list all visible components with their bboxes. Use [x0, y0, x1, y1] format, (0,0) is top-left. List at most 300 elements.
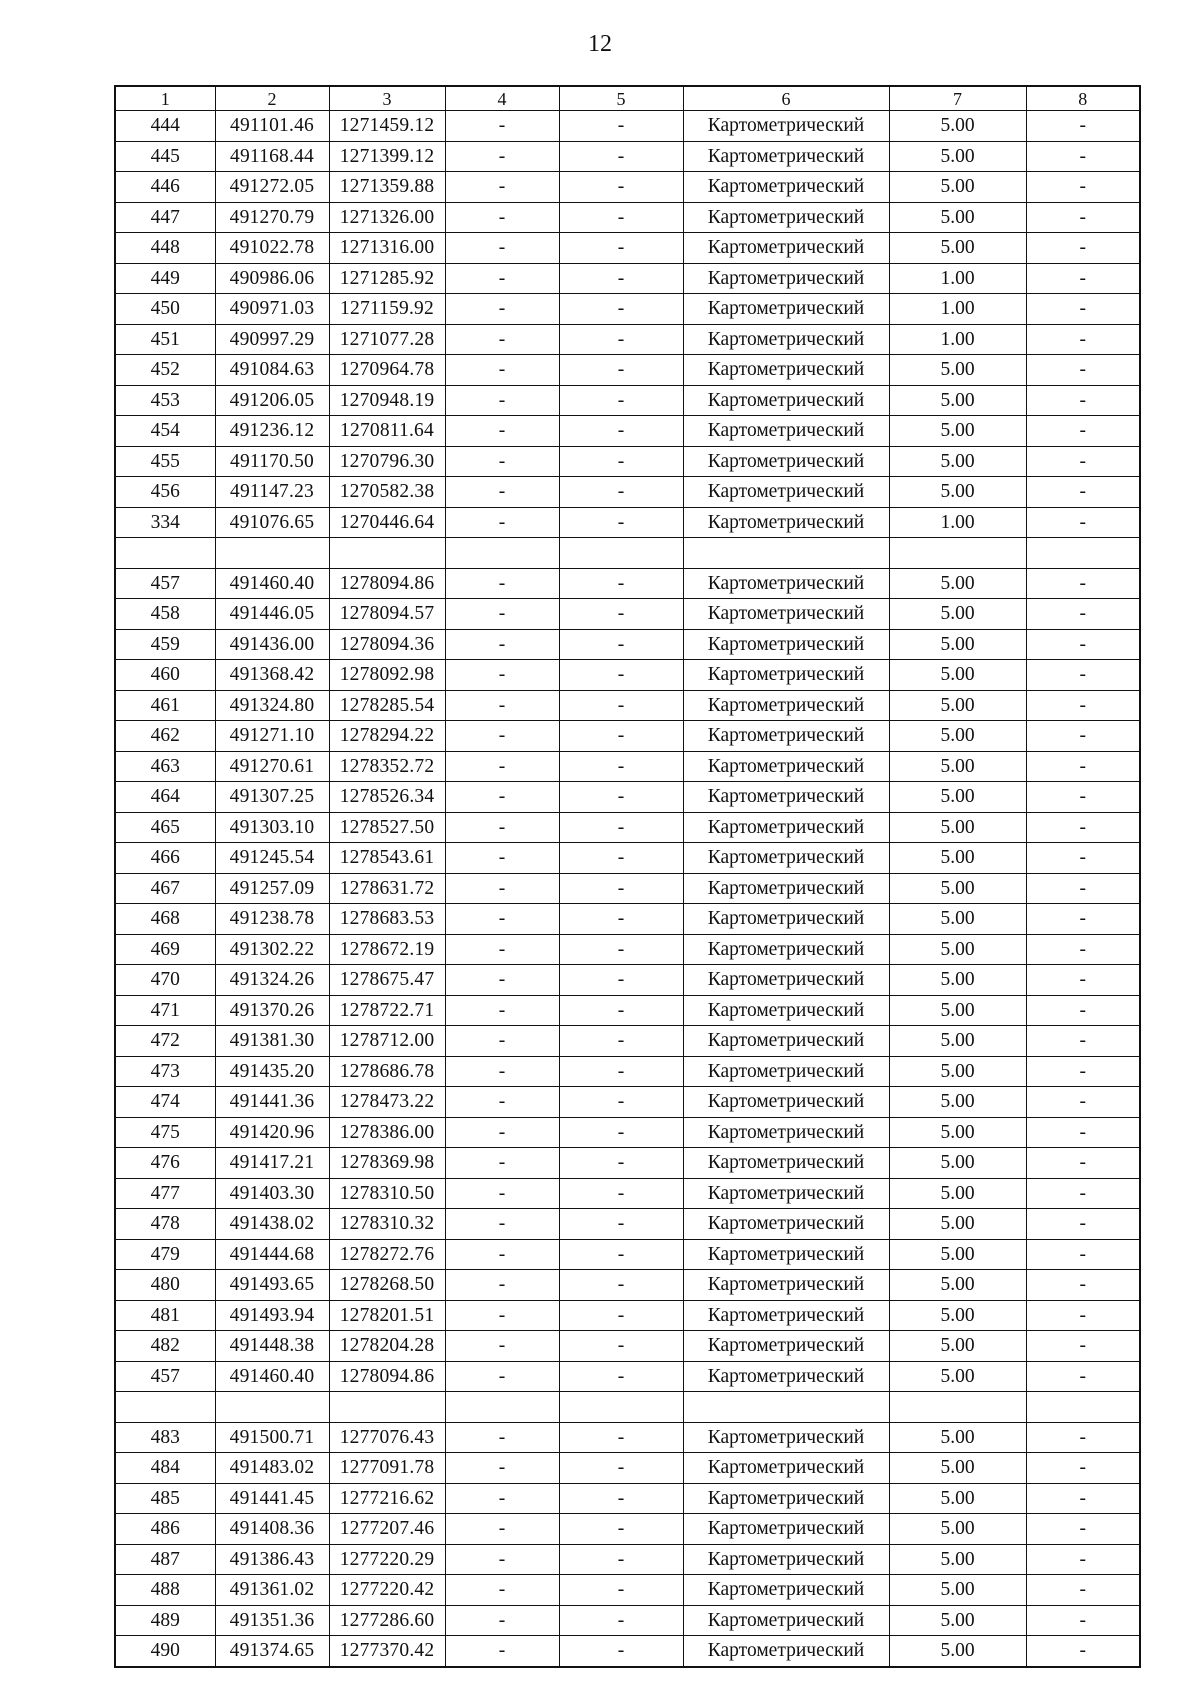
table-cell-col-5: -	[559, 843, 683, 874]
table-cell-col-3: 1271459.12	[329, 111, 445, 142]
table-cell-col-7: 5.00	[889, 690, 1026, 721]
table-cell-col-7: 5.00	[889, 660, 1026, 691]
table-cell-col-8: -	[1026, 477, 1140, 508]
table-row	[115, 1056, 1140, 1087]
table-cell-col-2: 491500.71	[215, 1422, 329, 1453]
table-cell-col-2: 491303.10	[215, 812, 329, 843]
table-row	[115, 1087, 1140, 1118]
table-cell-col-4: -	[445, 629, 559, 660]
table-cell-col-5: -	[559, 172, 683, 203]
table-cell-col-1: 457	[115, 568, 215, 599]
table-cell-col-5: -	[559, 111, 683, 142]
table-cell-col-7: 5.00	[889, 1056, 1026, 1087]
table-cell-col-8: -	[1026, 1087, 1140, 1118]
table-cell-col-2: 491076.65	[215, 507, 329, 538]
table-cell-col-7: 5.00	[889, 1178, 1026, 1209]
table-cell-col-5: -	[559, 1056, 683, 1087]
table-cell-col-2: 490997.29	[215, 324, 329, 355]
table-cell-col-2: 491168.44	[215, 141, 329, 172]
table-cell-col-6: Картометрический	[683, 1422, 889, 1453]
table-cell-col-6: Картометрический	[683, 1544, 889, 1575]
table-cell-col-1: 482	[115, 1331, 215, 1362]
table-cell-col-1: 449	[115, 263, 215, 294]
table-cell-col-8: -	[1026, 1178, 1140, 1209]
table-cell-col-6: Картометрический	[683, 690, 889, 721]
table-cell-col-5	[559, 538, 683, 569]
table-cell-col-6	[683, 538, 889, 569]
table-cell-col-4: -	[445, 111, 559, 142]
table-cell-col-7: 5.00	[889, 416, 1026, 447]
table-cell-col-7: 5.00	[889, 1361, 1026, 1392]
table-row	[115, 721, 1140, 752]
table-cell-col-7: 5.00	[889, 477, 1026, 508]
table-cell-col-7: 1.00	[889, 324, 1026, 355]
table-cell-col-1: 476	[115, 1148, 215, 1179]
table-cell-col-7: 5.00	[889, 599, 1026, 630]
table-row	[115, 843, 1140, 874]
table-cell-col-4: -	[445, 1422, 559, 1453]
table-cell-col-5: -	[559, 477, 683, 508]
table-cell-col-3: 1270811.64	[329, 416, 445, 447]
table-row	[115, 1422, 1140, 1453]
table-cell-col-4: -	[445, 1544, 559, 1575]
table-cell-col-7: 5.00	[889, 934, 1026, 965]
table-cell-col-8: -	[1026, 416, 1140, 447]
table-cell-col-6: Картометрический	[683, 294, 889, 325]
table-cell-col-5: -	[559, 1483, 683, 1514]
table-cell-col-2: 491441.36	[215, 1087, 329, 1118]
table-cell-col-1: 455	[115, 446, 215, 477]
table-cell-col-7: 5.00	[889, 233, 1026, 264]
table-row	[115, 1117, 1140, 1148]
table-cell-col-5: -	[559, 690, 683, 721]
table-cell-col-2: 491493.94	[215, 1300, 329, 1331]
table-row	[115, 233, 1140, 264]
table-cell-col-8: -	[1026, 1605, 1140, 1636]
table-cell-col-3: 1271285.92	[329, 263, 445, 294]
table-cell-col-4: -	[445, 812, 559, 843]
table-cell-col-6: Картометрический	[683, 1300, 889, 1331]
table-cell-col-1	[115, 1392, 215, 1423]
table-cell-col-6: Картометрический	[683, 111, 889, 142]
table-row	[115, 1636, 1140, 1667]
table-cell-col-7: 5.00	[889, 629, 1026, 660]
table-cell-col-7	[889, 1392, 1026, 1423]
table-cell-col-8: -	[1026, 446, 1140, 477]
table-cell-col-5	[559, 1392, 683, 1423]
table-cell-col-8: -	[1026, 1148, 1140, 1179]
table-cell-col-3: 1278369.98	[329, 1148, 445, 1179]
table-cell-col-7: 5.00	[889, 751, 1026, 782]
table-cell-col-7: 5.00	[889, 202, 1026, 233]
column-header-3: 3	[329, 86, 445, 111]
table-cell-col-3: 1278352.72	[329, 751, 445, 782]
table-cell-col-3: 1270964.78	[329, 355, 445, 386]
table-row	[115, 1361, 1140, 1392]
table-cell-col-5: -	[559, 263, 683, 294]
table-cell-col-3: 1278294.22	[329, 721, 445, 752]
table-cell-col-1: 446	[115, 172, 215, 203]
table-cell-col-5: -	[559, 1148, 683, 1179]
table-cell-col-7: 1.00	[889, 294, 1026, 325]
table-cell-col-1: 452	[115, 355, 215, 386]
table-cell-col-2: 491238.78	[215, 904, 329, 935]
table-cell-col-4: -	[445, 202, 559, 233]
table-cell-col-7: 5.00	[889, 1331, 1026, 1362]
table-cell-col-1: 334	[115, 507, 215, 538]
table-cell-col-1: 462	[115, 721, 215, 752]
table-cell-col-6: Картометрический	[683, 1483, 889, 1514]
table-cell-col-3: 1277370.42	[329, 1636, 445, 1667]
table-cell-col-2: 491460.40	[215, 568, 329, 599]
table-cell-col-8: -	[1026, 1514, 1140, 1545]
table-cell-col-2: 491368.42	[215, 660, 329, 691]
table-cell-col-3: 1278526.34	[329, 782, 445, 813]
table-cell-col-6: Картометрический	[683, 477, 889, 508]
table-cell-col-4: -	[445, 995, 559, 1026]
table-cell-col-3: 1278268.50	[329, 1270, 445, 1301]
table-cell-col-1: 460	[115, 660, 215, 691]
table-cell-col-8	[1026, 1392, 1140, 1423]
table-cell-col-6: Картометрический	[683, 172, 889, 203]
header-row	[115, 86, 1140, 111]
table-cell-col-6: Картометрический	[683, 202, 889, 233]
table-row	[115, 172, 1140, 203]
table-cell-col-2: 491381.30	[215, 1026, 329, 1057]
table-cell-col-2: 491271.10	[215, 721, 329, 752]
table-cell-col-8: -	[1026, 965, 1140, 996]
table-cell-col-4: -	[445, 1178, 559, 1209]
table-row	[115, 812, 1140, 843]
table-cell-col-4: -	[445, 1087, 559, 1118]
table-cell-col-6: Картометрический	[683, 446, 889, 477]
table-cell-col-8: -	[1026, 1361, 1140, 1392]
table-cell-col-6: Картометрический	[683, 965, 889, 996]
table-cell-col-8: -	[1026, 1117, 1140, 1148]
table-cell-col-4: -	[445, 904, 559, 935]
table-row	[115, 507, 1140, 538]
table-cell-col-4	[445, 538, 559, 569]
table-cell-col-2: 491493.65	[215, 1270, 329, 1301]
table-cell-col-5: -	[559, 294, 683, 325]
table-cell-col-2: 491302.22	[215, 934, 329, 965]
column-header-1: 1	[115, 86, 215, 111]
table-cell-col-8: -	[1026, 904, 1140, 935]
table-cell-col-7: 5.00	[889, 355, 1026, 386]
table-cell-col-4: -	[445, 263, 559, 294]
table-cell-col-6: Картометрический	[683, 1361, 889, 1392]
table-cell-col-2: 491361.02	[215, 1575, 329, 1606]
table-cell-col-7: 5.00	[889, 1270, 1026, 1301]
table-cell-col-4: -	[445, 568, 559, 599]
table-cell-col-6: Картометрический	[683, 1209, 889, 1240]
table-row	[115, 599, 1140, 630]
table-cell-col-4: -	[445, 965, 559, 996]
table-cell-col-5: -	[559, 507, 683, 538]
table-cell-col-8: -	[1026, 873, 1140, 904]
table-cell-col-4: -	[445, 1270, 559, 1301]
table-cell-col-3: 1271077.28	[329, 324, 445, 355]
table-cell-col-1: 485	[115, 1483, 215, 1514]
table-cell-col-3: 1271326.00	[329, 202, 445, 233]
table-cell-col-7: 1.00	[889, 507, 1026, 538]
table-cell-col-5: -	[559, 934, 683, 965]
table-row	[115, 965, 1140, 996]
table-cell-col-8: -	[1026, 812, 1140, 843]
table-cell-col-7: 5.00	[889, 1239, 1026, 1270]
table-cell-col-3: 1278272.76	[329, 1239, 445, 1270]
table-cell-col-5: -	[559, 1636, 683, 1667]
table-row	[115, 355, 1140, 386]
table-cell-col-7: 5.00	[889, 568, 1026, 599]
table-cell-col-5: -	[559, 1270, 683, 1301]
table-cell-col-5: -	[559, 660, 683, 691]
table-cell-col-4: -	[445, 934, 559, 965]
table-row	[115, 1544, 1140, 1575]
table-cell-col-3	[329, 1392, 445, 1423]
table-cell-col-3: 1278672.19	[329, 934, 445, 965]
table-cell-col-3: 1278094.36	[329, 629, 445, 660]
table-row	[115, 1148, 1140, 1179]
table-cell-col-2: 491417.21	[215, 1148, 329, 1179]
table-cell-col-8: -	[1026, 568, 1140, 599]
table-cell-col-4: -	[445, 690, 559, 721]
table-cell-col-8: -	[1026, 660, 1140, 691]
page-number: 12	[588, 31, 612, 57]
table-cell-col-1: 465	[115, 812, 215, 843]
table-cell-col-4: -	[445, 446, 559, 477]
table-cell-col-1: 451	[115, 324, 215, 355]
table-cell-col-2: 491324.26	[215, 965, 329, 996]
table-cell-col-6: Картометрический	[683, 629, 889, 660]
table-cell-col-5: -	[559, 629, 683, 660]
table-cell-col-6: Картометрический	[683, 1239, 889, 1270]
table-cell-col-8: -	[1026, 599, 1140, 630]
table-cell-col-4: -	[445, 751, 559, 782]
table-cell-col-4: -	[445, 1209, 559, 1240]
table-cell-col-8: -	[1026, 751, 1140, 782]
table-cell-col-4: -	[445, 599, 559, 630]
table-cell-col-5: -	[559, 416, 683, 447]
table-cell-col-1: 487	[115, 1544, 215, 1575]
table-cell-col-3: 1277091.78	[329, 1453, 445, 1484]
table-cell-col-2: 491386.43	[215, 1544, 329, 1575]
table-cell-col-7: 5.00	[889, 843, 1026, 874]
table-cell-col-5: -	[559, 599, 683, 630]
table-cell-col-3: 1278201.51	[329, 1300, 445, 1331]
table-cell-col-8: -	[1026, 1453, 1140, 1484]
table-row	[115, 446, 1140, 477]
table-cell-col-6: Картометрический	[683, 385, 889, 416]
table-cell-col-1: 469	[115, 934, 215, 965]
column-header-6: 6	[683, 86, 889, 111]
table-cell-col-1: 448	[115, 233, 215, 264]
table-cell-col-7: 5.00	[889, 1514, 1026, 1545]
table-cell-col-7: 5.00	[889, 1453, 1026, 1484]
table-cell-col-7: 5.00	[889, 385, 1026, 416]
table-cell-col-2: 490971.03	[215, 294, 329, 325]
table-cell-col-1: 470	[115, 965, 215, 996]
table-cell-col-1: 486	[115, 1514, 215, 1545]
table-row	[115, 324, 1140, 355]
table-cell-col-5: -	[559, 721, 683, 752]
table-cell-col-7: 5.00	[889, 904, 1026, 935]
table-cell-col-6: Картометрический	[683, 263, 889, 294]
table-cell-col-4: -	[445, 1331, 559, 1362]
table-cell-col-3: 1278094.86	[329, 568, 445, 599]
table-cell-col-7: 5.00	[889, 141, 1026, 172]
table-cell-col-8: -	[1026, 1575, 1140, 1606]
table-cell-col-4: -	[445, 416, 559, 447]
table-cell-col-5: -	[559, 1209, 683, 1240]
column-header-5: 5	[559, 86, 683, 111]
table-cell-col-7: 5.00	[889, 446, 1026, 477]
table-cell-col-6: Картометрический	[683, 1056, 889, 1087]
table-cell-col-5: -	[559, 1422, 683, 1453]
table-cell-col-1: 472	[115, 1026, 215, 1057]
table-cell-col-2: 491448.38	[215, 1331, 329, 1362]
table-row	[115, 202, 1140, 233]
table-row	[115, 1209, 1140, 1240]
table-cell-col-8: -	[1026, 995, 1140, 1026]
table-cell-col-8: -	[1026, 202, 1140, 233]
table-cell-col-8: -	[1026, 233, 1140, 264]
table-cell-col-6: Картометрический	[683, 416, 889, 447]
table-cell-col-2: 491435.20	[215, 1056, 329, 1087]
table-cell-col-4: -	[445, 1575, 559, 1606]
table-cell-col-8	[1026, 538, 1140, 569]
table-cell-col-1	[115, 538, 215, 569]
table-row	[115, 873, 1140, 904]
table-cell-col-3: 1278092.98	[329, 660, 445, 691]
table-cell-col-2: 491408.36	[215, 1514, 329, 1545]
table-cell-col-8: -	[1026, 507, 1140, 538]
table-row	[115, 1483, 1140, 1514]
table-row	[115, 1270, 1140, 1301]
table-cell-col-4: -	[445, 507, 559, 538]
table-cell-col-3: 1277220.29	[329, 1544, 445, 1575]
table-row	[115, 568, 1140, 599]
table-cell-col-6: Картометрический	[683, 812, 889, 843]
table-cell-col-1: 457	[115, 1361, 215, 1392]
table-cell-col-1: 489	[115, 1605, 215, 1636]
table-cell-col-2: 491436.00	[215, 629, 329, 660]
table-cell-col-5: -	[559, 1514, 683, 1545]
table-cell-col-1: 459	[115, 629, 215, 660]
table-cell-col-2: 491257.09	[215, 873, 329, 904]
table-cell-col-5: -	[559, 1361, 683, 1392]
table-cell-col-2: 491483.02	[215, 1453, 329, 1484]
table-cell-col-8: -	[1026, 294, 1140, 325]
table-cell-col-1: 478	[115, 1209, 215, 1240]
table-cell-col-7	[889, 538, 1026, 569]
table-cell-col-7: 5.00	[889, 1026, 1026, 1057]
table-cell-col-2: 491351.36	[215, 1605, 329, 1636]
table-cell-col-6: Картометрический	[683, 324, 889, 355]
table-cell-col-3: 1278094.86	[329, 1361, 445, 1392]
table-row	[115, 1026, 1140, 1057]
table-cell-col-3: 1278473.22	[329, 1087, 445, 1118]
table-cell-col-5: -	[559, 1331, 683, 1362]
table-cell-col-5: -	[559, 1087, 683, 1118]
table-cell-col-3: 1278543.61	[329, 843, 445, 874]
table-cell-col-7: 5.00	[889, 172, 1026, 203]
table-cell-col-4: -	[445, 1605, 559, 1636]
table-cell-col-8: -	[1026, 1422, 1140, 1453]
table-cell-col-8: -	[1026, 324, 1140, 355]
table-cell-col-6: Картометрический	[683, 1178, 889, 1209]
table-cell-col-8: -	[1026, 629, 1140, 660]
table-cell-col-1: 483	[115, 1422, 215, 1453]
table-cell-col-7: 5.00	[889, 1483, 1026, 1514]
table-cell-col-3: 1277220.42	[329, 1575, 445, 1606]
table-cell-col-4: -	[445, 233, 559, 264]
table-cell-col-3: 1277207.46	[329, 1514, 445, 1545]
table-cell-col-2	[215, 1392, 329, 1423]
column-header-7: 7	[889, 86, 1026, 111]
table-cell-col-4: -	[445, 1117, 559, 1148]
table-cell-col-1: 467	[115, 873, 215, 904]
table-cell-col-4: -	[445, 721, 559, 752]
table-cell-col-4: -	[445, 1483, 559, 1514]
table-cell-col-5: -	[559, 1453, 683, 1484]
table-cell-col-2: 491403.30	[215, 1178, 329, 1209]
table-cell-col-6: Картометрический	[683, 904, 889, 935]
table-row	[115, 782, 1140, 813]
table-cell-col-3: 1270796.30	[329, 446, 445, 477]
table-cell-col-8: -	[1026, 721, 1140, 752]
table-cell-col-5: -	[559, 568, 683, 599]
table-cell-col-4: -	[445, 1056, 559, 1087]
table-cell-col-1: 458	[115, 599, 215, 630]
table-cell-col-3: 1270446.64	[329, 507, 445, 538]
table-cell-col-1: 475	[115, 1117, 215, 1148]
table-cell-col-4: -	[445, 355, 559, 386]
table-cell-col-7: 5.00	[889, 782, 1026, 813]
table-cell-col-2: 490986.06	[215, 263, 329, 294]
table-row	[115, 385, 1140, 416]
table-cell-col-3: 1270582.38	[329, 477, 445, 508]
table-cell-col-8: -	[1026, 141, 1140, 172]
table-row	[115, 1453, 1140, 1484]
table-cell-col-6: Картометрический	[683, 751, 889, 782]
table-cell-col-2: 491236.12	[215, 416, 329, 447]
table-cell-col-4: -	[445, 843, 559, 874]
table-body	[115, 111, 1140, 1667]
table-cell-col-6: Картометрический	[683, 599, 889, 630]
table-cell-col-5: -	[559, 385, 683, 416]
table-cell-col-1: 450	[115, 294, 215, 325]
table-cell-col-3: 1277216.62	[329, 1483, 445, 1514]
table-cell-col-7: 5.00	[889, 1422, 1026, 1453]
table-cell-col-6: Картометрический	[683, 1087, 889, 1118]
table-row	[115, 660, 1140, 691]
table-cell-col-7: 5.00	[889, 721, 1026, 752]
table-cell-col-5: -	[559, 324, 683, 355]
table-cell-col-8: -	[1026, 1636, 1140, 1667]
table-cell-col-6: Картометрический	[683, 1148, 889, 1179]
table-cell-col-1: 456	[115, 477, 215, 508]
table-cell-col-3: 1271359.88	[329, 172, 445, 203]
table-cell-col-1: 445	[115, 141, 215, 172]
table-cell-col-8: -	[1026, 934, 1140, 965]
table-cell-col-8: -	[1026, 1026, 1140, 1057]
table-row	[115, 294, 1140, 325]
table-cell-col-6: Картометрический	[683, 141, 889, 172]
table-cell-col-8: -	[1026, 172, 1140, 203]
table-cell-col-8: -	[1026, 1056, 1140, 1087]
table-cell-col-5: -	[559, 202, 683, 233]
